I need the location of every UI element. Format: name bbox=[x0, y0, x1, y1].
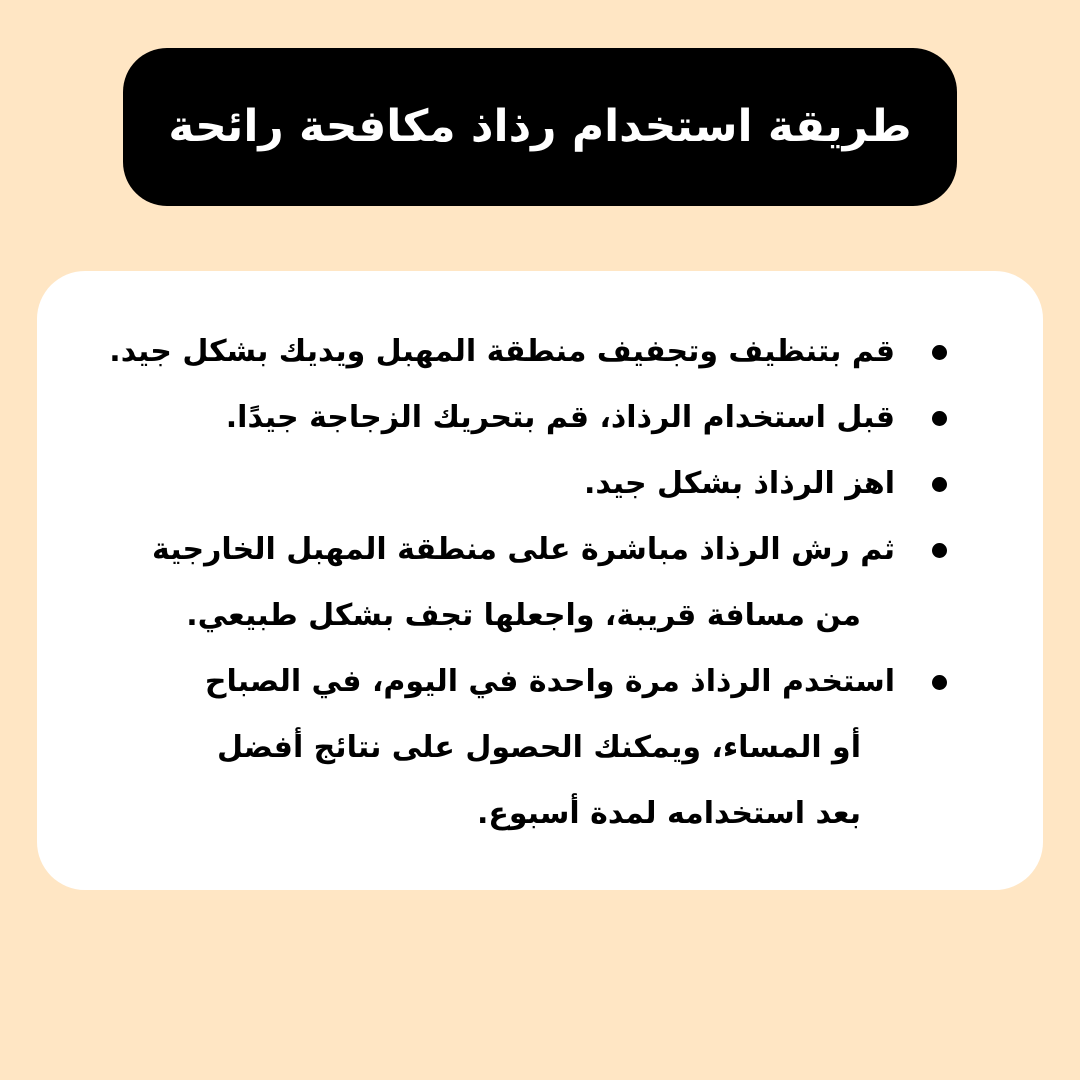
step-text: قبل استخدام الرذاذ، قم بتحريك الزجاجة جيدًا. bbox=[225, 400, 895, 435]
title-banner bbox=[123, 48, 957, 206]
step-text: استخدم الرذاذ مرة واحدة في اليوم، في الصباح bbox=[204, 664, 895, 699]
page-title: طريقة استخدام رذاذ مكافحة رائحة bbox=[168, 101, 912, 152]
step-text: قم بتنظيف وتجفيف منطقة المهبل ويديك بشكل جيد. bbox=[109, 334, 895, 369]
bullet-icon bbox=[932, 411, 947, 426]
step-item-4 bbox=[87, 517, 947, 649]
step-text: ثم رش الرذاذ مباشرة على منطقة المهبل الخارجية bbox=[152, 532, 895, 567]
bullet-icon bbox=[932, 675, 947, 690]
step-text-continued: بعد استخدامه لمدة أسبوع. bbox=[476, 796, 861, 831]
bullet-icon bbox=[932, 477, 947, 492]
step-item-1 bbox=[87, 319, 947, 385]
step-item-5 bbox=[87, 649, 947, 847]
step-text-continued: من مسافة قريبة، واجعلها تجف بشكل طبيعي. bbox=[186, 598, 861, 633]
instructions-card bbox=[37, 271, 1043, 890]
steps-list bbox=[87, 319, 947, 847]
step-text: اهز الرذاذ بشكل جيد. bbox=[584, 466, 895, 501]
bullet-icon bbox=[932, 543, 947, 558]
step-item-2 bbox=[87, 385, 947, 451]
bullet-icon bbox=[932, 345, 947, 360]
step-text-continued: أو المساء، ويمكنك الحصول على نتائج أفضل bbox=[216, 730, 861, 765]
step-item-3 bbox=[87, 451, 947, 517]
